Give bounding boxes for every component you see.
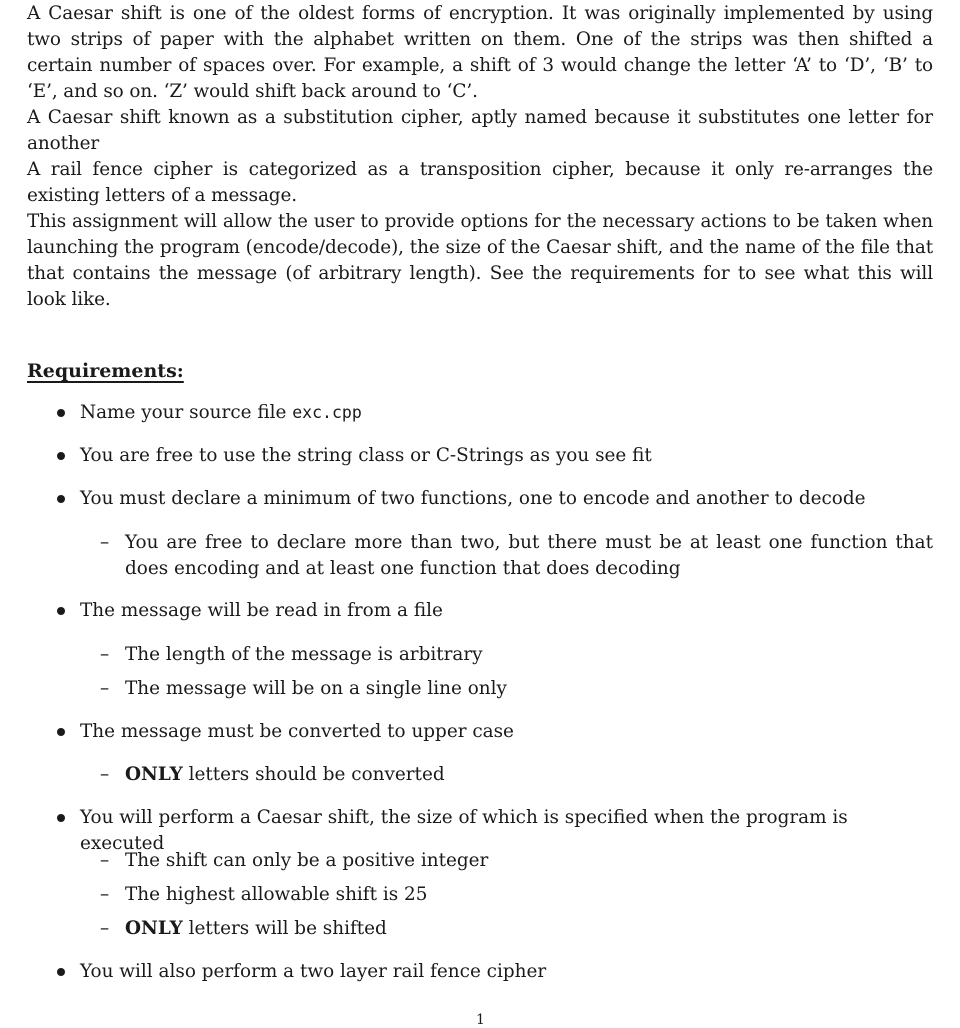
page-number: 1 (476, 1012, 485, 1028)
intro-paragraph-substitution: A Caesar shift known as a substitution cipher, aptly named because it substitutes one letter for another (27, 107, 933, 154)
intro-paragraph-caesar: A Caesar shift is one of the oldest forms of encryption. It was originally implemented by using two strips of paper with the alphabet written on them. One of the strips was then shifted a certain number of spaces over. For example, a shift of 3 would change the letter ‘A’ to ‘D’, ‘B’ to ‘E’, and so on. ‘Z’ would shift back around to ‘C’. (27, 3, 933, 102)
intro-section (27, 1, 933, 313)
sub-list-item-text: You are free to declare more than two, but there must be at least one function that does encoding and at least one function that does decoding (125, 532, 933, 579)
dash-icon: – (100, 850, 110, 871)
list-item-text: The message must be converted to upper case (80, 721, 514, 742)
sub-list-item-text: letters will be shifted (182, 918, 387, 939)
emphasis-text: ONLY (125, 764, 183, 785)
sub-list-item-text: letters should be converted (182, 764, 445, 785)
intro-paragraph-rail-fence: A rail fence cipher is categorized as a transposition cipher, because it only re-arranges the existing letters of a message. (27, 159, 933, 206)
sub-list-item-text: The length of the message is arbitrary (125, 644, 483, 665)
bullet-icon (57, 607, 65, 615)
source-filename: exc.cpp (292, 403, 362, 422)
list-item-text: You will also perform a two layer rail fence cipher (80, 961, 547, 982)
dash-icon: – (100, 884, 110, 905)
requirements-heading: Requirements: (27, 360, 184, 382)
sub-list-item-text: The highest allowable shift is 25 (125, 884, 428, 905)
dash-icon: – (100, 532, 110, 553)
list-item-text: You will perform a Caesar shift, the size of which is specified when the program is executed (80, 807, 848, 854)
list-item-text: Name your source file (80, 402, 293, 423)
emphasis-text: ONLY (125, 918, 183, 939)
sub-list-item-text: The shift can only be a positive integer (125, 850, 489, 871)
intro-paragraph-assignment: This assignment will allow the user to provide options for the necessary actions to be taken when launching the program (encode/decode), the size of the Caesar shift, and the name of the file that that contains the message (of arbitrary length). See the requirements for to see what this will look like. (27, 211, 933, 310)
list-item-text: You must declare a minimum of two functions, one to encode and another to decode (80, 488, 866, 509)
bullet-icon (57, 452, 65, 460)
bullet-icon (57, 495, 65, 503)
bullet-icon (57, 409, 65, 417)
document-page (27, 0, 933, 982)
bullet-icon (57, 968, 65, 976)
list-item-text: You are free to use the string class or C-Strings as you see fit (80, 445, 652, 466)
list-item-text: The message will be read in from a file (80, 600, 443, 621)
dash-icon: – (100, 678, 110, 699)
bullet-icon (57, 814, 65, 822)
dash-icon: – (100, 918, 110, 939)
dash-icon: – (100, 764, 110, 785)
dash-icon: – (100, 644, 110, 665)
sub-list-item-text: The message will be on a single line only (125, 678, 507, 699)
bullet-icon (57, 728, 65, 736)
